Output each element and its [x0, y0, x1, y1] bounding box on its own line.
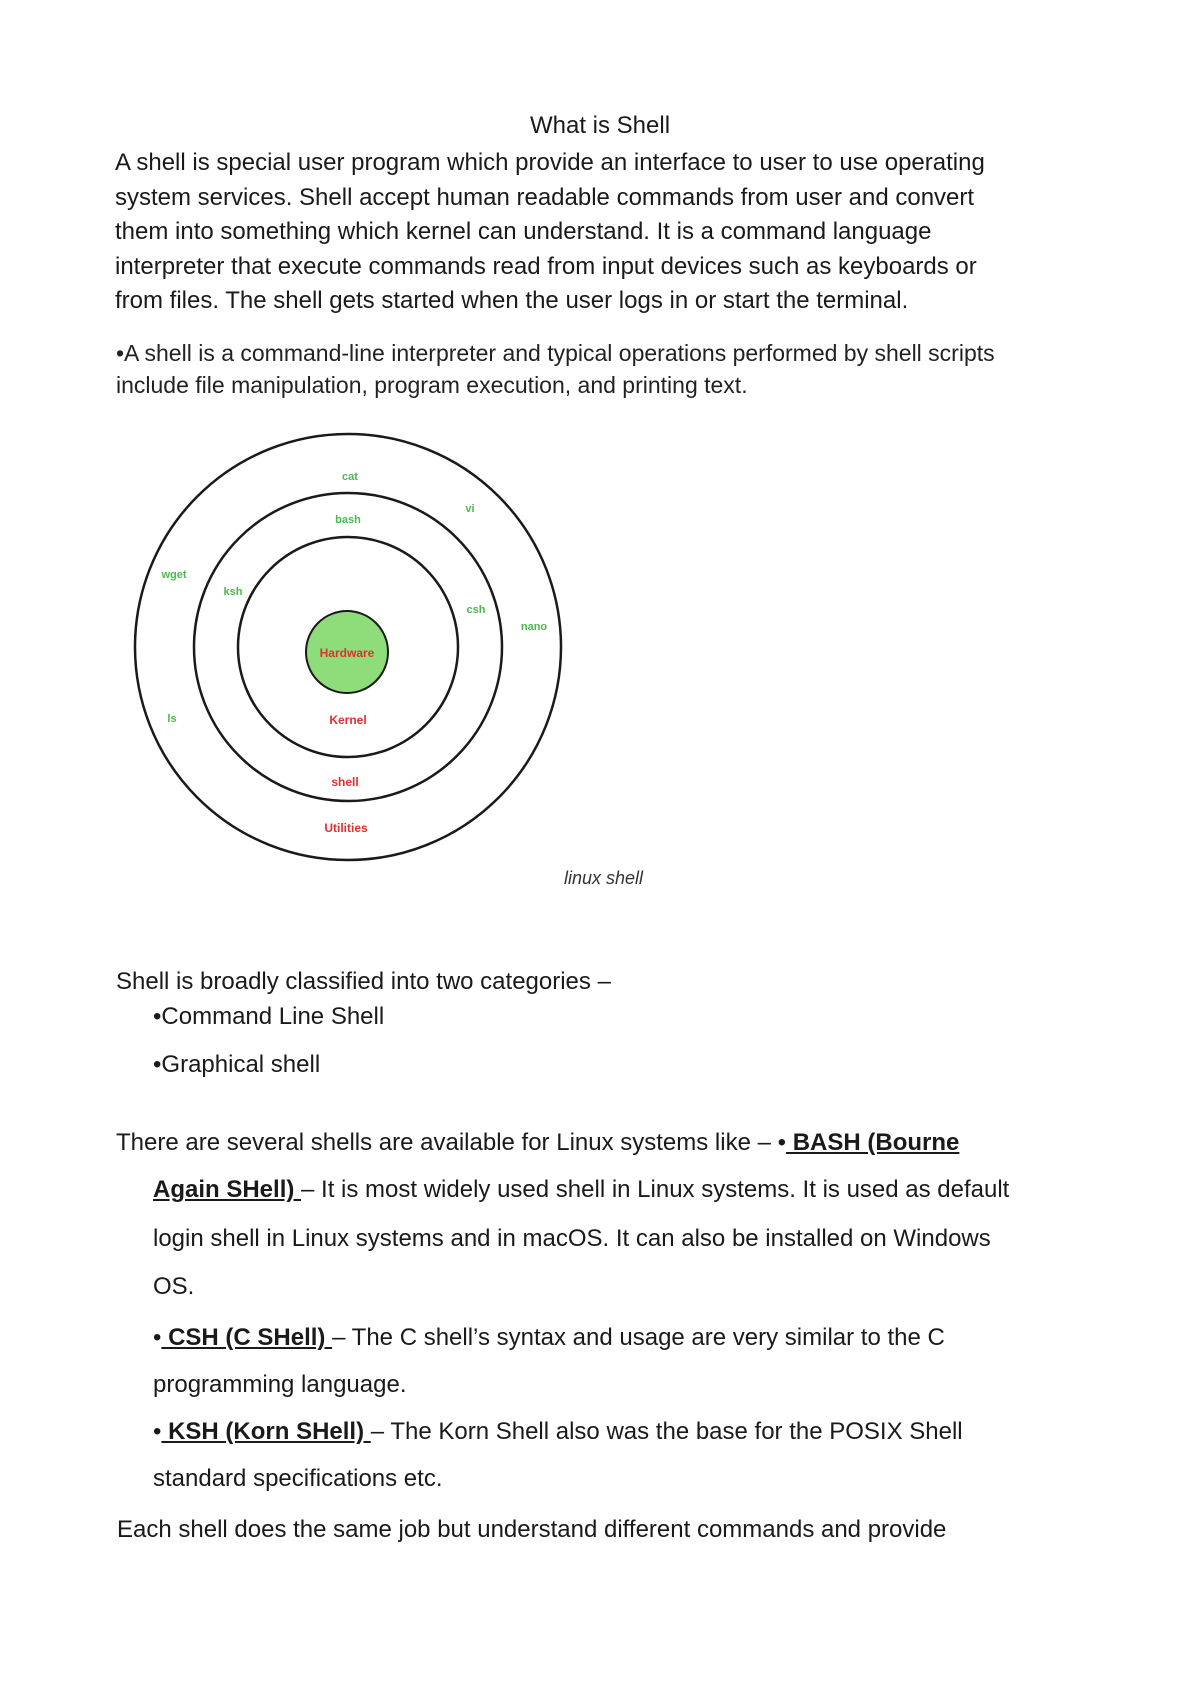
intro-line: A shell is special user program which provide an interface to user to use operating — [115, 149, 985, 176]
intro-line: interpreter that execute commands read from input devices such as keyboards or — [115, 252, 977, 280]
closing-line: Each shell does the same job but understand different commands and provide — [117, 1516, 947, 1543]
vi-label: vi — [465, 503, 475, 515]
bash-row — [153, 1176, 1009, 1204]
kernel-label: Kernel — [329, 713, 367, 727]
categories-intro: Shell is broadly classified into two categories – — [116, 968, 611, 995]
csh-name: CSH (C SHell) — [161, 1324, 333, 1351]
linux-shell-diagram — [120, 422, 582, 867]
ksh-row — [153, 1418, 963, 1446]
bullet-paragraph-line: include file manipulation, program execution, and printing text. — [116, 372, 748, 398]
ksh-name: KSH (Korn SHell) — [161, 1418, 371, 1445]
cat-label: cat — [342, 471, 358, 483]
bash-name: BASH (Bourne — [786, 1129, 960, 1156]
shells-intro-text: There are several shells are available for Linux systems like – • — [116, 1129, 787, 1156]
ksh-label: ksh — [223, 586, 243, 598]
csh-label: csh — [466, 604, 486, 616]
bash-description-line: login shell in Linux systems and in macOS. It can also be installed on Windows — [153, 1225, 991, 1252]
csh-description: – The C shell’s syntax and usage are very similar to the C — [332, 1324, 945, 1351]
intro-line: system services. Shell accept human readable commands from user and convert — [115, 183, 975, 211]
bullet-paragraph-line: •A shell is a command-line interpreter and typical operations performed by shell scripts — [116, 340, 995, 366]
intro-line: them into something which kernel can understand. It is a command language — [115, 218, 932, 245]
ksh-description-line: standard specifications etc. — [153, 1465, 443, 1492]
nano-label: nano — [520, 621, 548, 633]
bash-description-line: OS. — [153, 1273, 195, 1300]
ksh-description: – The Korn Shell also was the base for the POSIX Shell — [370, 1418, 963, 1445]
bash-description: – It is most widely used shell in Linux systems. It is used as default — [301, 1176, 1010, 1203]
shells-intro-row — [116, 1129, 959, 1157]
shell-label: shell — [331, 775, 359, 789]
page-title: What is Shell — [529, 112, 671, 139]
utilities-label: Utilities — [324, 821, 368, 835]
ls-label: ls — [167, 713, 177, 725]
bullet: • — [153, 1418, 162, 1445]
bullet: • — [153, 1324, 162, 1351]
bash-name-cont: Again SHell) — [153, 1176, 302, 1203]
hardware-label: Hardware — [319, 646, 375, 660]
diagram-caption: linux shell — [564, 868, 644, 888]
category-item: •Graphical shell — [153, 1051, 321, 1078]
csh-description-line: programming language. — [153, 1371, 407, 1398]
bullet-paragraph — [116, 337, 1096, 401]
intro-line: from files. The shell gets started when the user logs in or start the terminal. — [115, 287, 909, 314]
category-item: •Command Line Shell — [153, 1003, 385, 1030]
intro-paragraph — [115, 146, 1095, 319]
bash-label: bash — [335, 514, 361, 526]
wget-label: wget — [161, 569, 187, 581]
csh-row — [153, 1324, 945, 1352]
